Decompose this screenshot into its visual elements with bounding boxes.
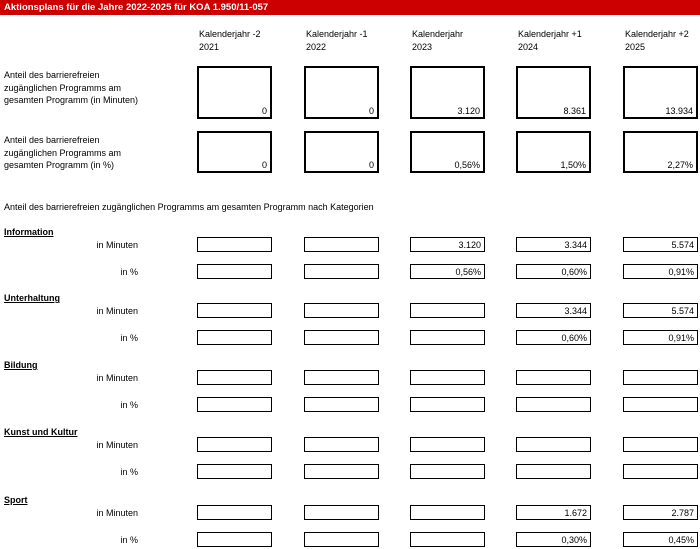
category-minutes-cell[interactable]: 1.672 xyxy=(516,505,591,520)
category-percent-cell[interactable] xyxy=(304,397,379,412)
category-percent-cell[interactable] xyxy=(623,397,698,412)
year-header-2 xyxy=(412,28,463,53)
category-percent-label: in % xyxy=(120,467,138,477)
summary-percent-cell[interactable]: 1,50% xyxy=(516,131,591,173)
category-percent-cell[interactable] xyxy=(197,532,272,547)
category-minutes-cell[interactable] xyxy=(410,505,485,520)
category-percent-cell[interactable] xyxy=(410,397,485,412)
category-minutes-cell[interactable]: 3.344 xyxy=(516,237,591,252)
summary-minutes-cell[interactable]: 3.120 xyxy=(410,66,485,119)
category-percent-label: in % xyxy=(120,267,138,277)
category-minutes-cell[interactable] xyxy=(410,370,485,385)
category-percent-cell[interactable] xyxy=(623,464,698,479)
category-minutes-cell[interactable]: 5.574 xyxy=(623,237,698,252)
year-value: 2021 xyxy=(199,41,220,52)
year-label: Kalenderjahr -2 xyxy=(199,29,261,39)
category-percent-cell[interactable] xyxy=(197,397,272,412)
summary-percent-cell[interactable]: 2,27% xyxy=(623,131,698,173)
category-percent-cell[interactable]: 0,30% xyxy=(516,532,591,547)
category-percent-cell[interactable] xyxy=(197,464,272,479)
category-percent-cell[interactable] xyxy=(304,464,379,479)
category-minutes-cell[interactable] xyxy=(197,237,272,252)
category-minutes-label: in Minuten xyxy=(96,373,138,383)
summary-minutes-cell[interactable]: 0 xyxy=(304,66,379,119)
summary-minutes-label: Anteil des barrierefreien zugänglichen Programms am gesamten Programm (in Minuten) xyxy=(4,70,139,105)
category-percent-cell[interactable] xyxy=(516,464,591,479)
year-value: 2023 xyxy=(412,41,433,52)
category-minutes-cell[interactable]: 2.787 xyxy=(623,505,698,520)
year-label: Kalenderjahr +2 xyxy=(625,29,689,39)
category-percent-cell[interactable] xyxy=(197,330,272,345)
category-minutes-label: in Minuten xyxy=(96,240,138,250)
category-percent-label: in % xyxy=(120,535,138,545)
category-percent-cell[interactable] xyxy=(304,532,379,547)
category-minutes-cell[interactable] xyxy=(197,303,272,318)
category-title: Sport xyxy=(4,495,28,505)
category-minutes-cell[interactable] xyxy=(197,505,272,520)
category-percent-cell[interactable]: 0,45% xyxy=(623,532,698,547)
summary-percent-label: Anteil des barrierefreien zugänglichen Programms am gesamten Programm (in %) xyxy=(4,135,122,170)
category-minutes-cell[interactable] xyxy=(516,370,591,385)
category-percent-label: in % xyxy=(120,333,138,343)
category-minutes-cell[interactable] xyxy=(516,437,591,452)
category-minutes-cell[interactable]: 3.120 xyxy=(410,237,485,252)
summary-percent-cell[interactable]: 0 xyxy=(197,131,272,173)
summary-minutes-cell[interactable]: 13.934 xyxy=(623,66,698,119)
category-percent-cell[interactable]: 0,60% xyxy=(516,330,591,345)
category-minutes-cell[interactable] xyxy=(304,437,379,452)
category-percent-cell[interactable]: 0,91% xyxy=(623,264,698,279)
category-minutes-cell[interactable] xyxy=(304,505,379,520)
category-minutes-cell[interactable] xyxy=(304,370,379,385)
category-title: Kunst und Kultur xyxy=(4,427,78,437)
categories-heading: Anteil des barrierefreien zugänglichen Programms am gesamten Programm nach Kategorien xyxy=(4,202,374,212)
category-minutes-cell[interactable] xyxy=(197,370,272,385)
summary-percent-cell[interactable]: 0 xyxy=(304,131,379,173)
category-percent-cell[interactable] xyxy=(304,330,379,345)
category-minutes-label: in Minuten xyxy=(96,508,138,518)
category-minutes-cell[interactable] xyxy=(304,237,379,252)
category-percent-cell[interactable]: 0,60% xyxy=(516,264,591,279)
category-percent-label: in % xyxy=(120,400,138,410)
category-percent-cell[interactable]: 0,56% xyxy=(410,264,485,279)
category-percent-cell[interactable] xyxy=(304,264,379,279)
category-percent-cell[interactable] xyxy=(197,264,272,279)
year-label: Kalenderjahr +1 xyxy=(518,29,582,39)
category-minutes-cell[interactable] xyxy=(197,437,272,452)
year-header-4 xyxy=(625,28,689,53)
sheet-title: Aktionsplans für die Jahre 2022-2025 für KOA 1.950/11-057 xyxy=(0,0,700,15)
category-percent-cell[interactable] xyxy=(516,397,591,412)
category-minutes-cell[interactable] xyxy=(623,370,698,385)
year-header-1 xyxy=(306,28,368,53)
year-value: 2025 xyxy=(625,41,646,52)
summary-minutes-cell[interactable]: 0 xyxy=(197,66,272,119)
summary-percent-cell[interactable]: 0,56% xyxy=(410,131,485,173)
year-label: Kalenderjahr -1 xyxy=(306,29,368,39)
category-minutes-cell[interactable] xyxy=(410,437,485,452)
category-title: Unterhaltung xyxy=(4,293,60,303)
category-minutes-cell[interactable] xyxy=(304,303,379,318)
category-percent-cell[interactable] xyxy=(410,330,485,345)
year-value: 2024 xyxy=(518,41,539,52)
category-minutes-cell[interactable]: 3.344 xyxy=(516,303,591,318)
category-percent-cell[interactable] xyxy=(410,464,485,479)
category-minutes-label: in Minuten xyxy=(96,440,138,450)
category-minutes-label: in Minuten xyxy=(96,306,138,316)
category-percent-cell[interactable]: 0,91% xyxy=(623,330,698,345)
year-label: Kalenderjahr xyxy=(412,29,464,39)
category-minutes-cell[interactable] xyxy=(623,437,698,452)
category-title: Information xyxy=(4,227,54,237)
year-header-3 xyxy=(518,28,582,53)
year-value: 2022 xyxy=(306,41,327,52)
category-title: Bildung xyxy=(4,360,38,370)
summary-minutes-cell[interactable]: 8.361 xyxy=(516,66,591,119)
year-header-0 xyxy=(199,28,261,53)
category-percent-cell[interactable] xyxy=(410,532,485,547)
category-minutes-cell[interactable] xyxy=(410,303,485,318)
category-minutes-cell[interactable]: 5.574 xyxy=(623,303,698,318)
